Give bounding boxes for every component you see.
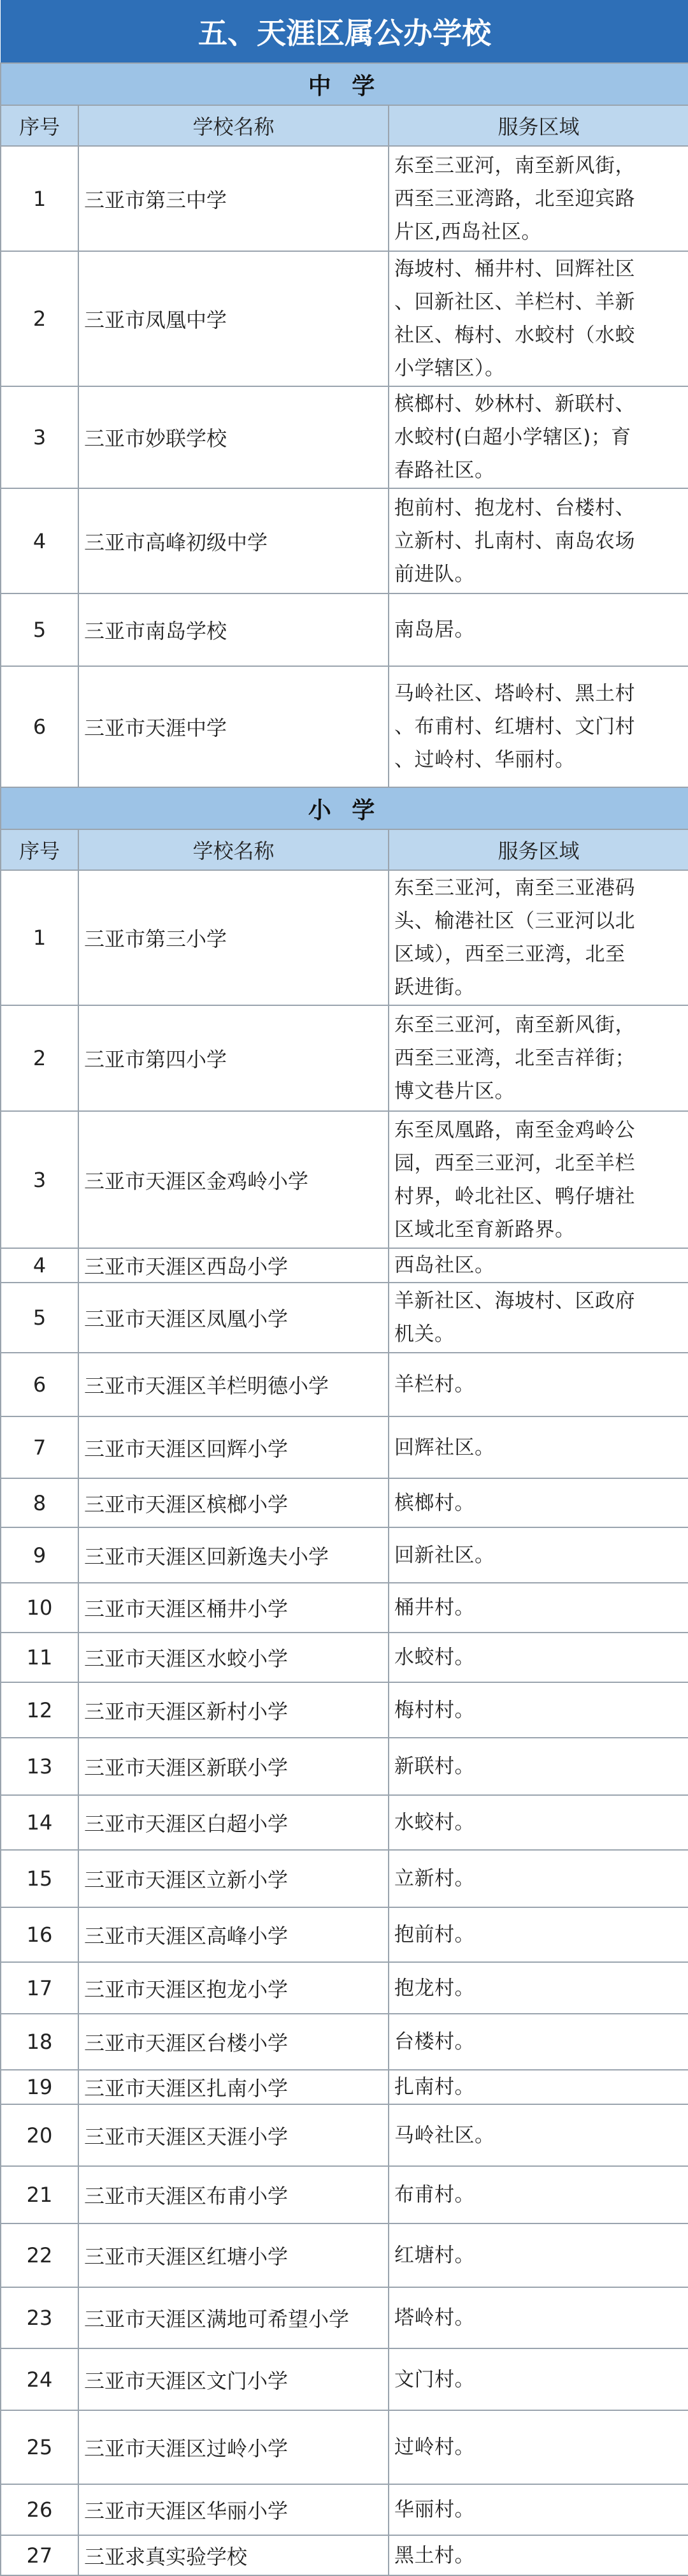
service-area-line: 南岛居。	[394, 618, 475, 641]
school-name: 三亚市天涯区凤凰小学	[78, 1283, 389, 1353]
service-area-line: 立新村、扎南村、南岛农场	[394, 529, 635, 553]
middle-school-section-heading: 中 学	[1, 63, 688, 105]
service-area-line: 、过岭村、华丽村。	[394, 748, 575, 771]
school-name: 三亚市天涯区红塘小学	[78, 2223, 389, 2287]
row-index: 9	[1, 1527, 78, 1583]
school-name: 三亚市妙联学校	[78, 386, 389, 488]
table-row	[1, 2070, 688, 2104]
primary-school-header-row	[1, 829, 688, 870]
service-area	[389, 1795, 688, 1850]
table-row	[1, 1283, 688, 1353]
table-row	[1, 1850, 688, 1907]
service-area-line: 黑土村。	[394, 2543, 475, 2567]
table-row	[1, 666, 688, 787]
service-area-line: 小学辖区）。	[394, 357, 505, 380]
service-area-line: 博文巷片区。	[394, 1080, 515, 1103]
table-row	[1, 2484, 688, 2535]
school-name: 三亚市天涯区新联小学	[78, 1738, 389, 1795]
service-area	[389, 2223, 688, 2287]
school-name: 三亚市天涯区回新逸夫小学	[78, 1527, 389, 1583]
service-area-line: 布甫村。	[394, 2183, 475, 2206]
service-area	[389, 488, 688, 593]
service-area-line: 、布甫村、红塘村、文门村	[394, 715, 635, 738]
school-name: 三亚市天涯区羊栏明德小学	[78, 1353, 389, 1416]
table-row	[1, 251, 688, 386]
service-area-line: 东至三亚河，南至三亚港码	[394, 877, 635, 899]
service-area-line: 区域北至育新路界。	[394, 1218, 575, 1241]
row-index: 11	[1, 1633, 78, 1682]
service-area	[389, 2410, 688, 2484]
service-area	[389, 386, 688, 488]
row-index: 2	[1, 251, 78, 386]
service-area	[389, 1416, 688, 1478]
row-index: 22	[1, 2223, 78, 2287]
table-row	[1, 2535, 688, 2575]
service-area	[389, 2166, 688, 2223]
service-area	[389, 1248, 688, 1283]
row-index: 7	[1, 1416, 78, 1478]
service-area-line: 扎南村。	[394, 2076, 475, 2099]
service-area-line: 机关。	[394, 1323, 455, 1346]
service-area-line: 前进队。	[394, 562, 475, 586]
row-index: 18	[1, 2014, 78, 2070]
table-row	[1, 1907, 688, 1962]
service-area	[389, 1527, 688, 1583]
table-row	[1, 1416, 688, 1478]
row-index: 12	[1, 1682, 78, 1738]
school-name: 三亚市天涯中学	[78, 666, 389, 787]
service-area-line: 水蛟村(白超小学辖区)；育	[394, 426, 631, 449]
school-name: 三亚市天涯区桶井小学	[78, 1583, 389, 1633]
table-row	[1, 1248, 688, 1283]
service-area	[389, 1111, 688, 1248]
row-index: 20	[1, 2104, 78, 2166]
service-area-line: 东至三亚河，南至新风街，	[394, 154, 635, 177]
service-area-line: 抱龙村。	[394, 1976, 475, 2000]
school-name: 三亚市天涯区水蛟小学	[78, 1633, 389, 1682]
service-area-line: 西至三亚湾，北至吉祥街；	[394, 1047, 635, 1070]
service-area	[389, 1583, 688, 1633]
row-index: 2	[1, 1005, 78, 1111]
row-index: 26	[1, 2484, 78, 2535]
table-row	[1, 2287, 688, 2348]
school-name: 三亚市天涯区白超小学	[78, 1795, 389, 1850]
row-index: 25	[1, 2410, 78, 2484]
school-name: 三亚市天涯区满地可希望小学	[78, 2287, 389, 2348]
school-name: 三亚市天涯区布甫小学	[78, 2166, 389, 2223]
service-area-line: 西岛社区。	[394, 1254, 495, 1277]
school-name: 三亚市天涯区回辉小学	[78, 1416, 389, 1478]
service-area-line: 台楼村。	[394, 2030, 475, 2053]
table-row	[1, 1527, 688, 1583]
school-name: 三亚市天涯区台楼小学	[78, 2014, 389, 2070]
school-name: 三亚市第三小学	[78, 870, 389, 1005]
service-area	[389, 2104, 688, 2166]
service-area-line: 头、榆港社区（三亚河以北	[394, 910, 635, 933]
column-header-index: 序号	[1, 105, 78, 146]
service-area-line: 马岭社区、塔岭村、黑土村	[394, 682, 635, 705]
service-area	[389, 251, 688, 386]
service-area	[389, 1962, 688, 2014]
service-area	[389, 666, 688, 787]
table-row	[1, 1633, 688, 1682]
school-name: 三亚市天涯区西岛小学	[78, 1248, 389, 1283]
column-header-school-name: 学校名称	[78, 105, 389, 146]
row-index: 10	[1, 1583, 78, 1633]
service-area-line: 红塘村。	[394, 2244, 475, 2267]
service-area	[389, 2484, 688, 2535]
school-name: 三亚市第四小学	[78, 1005, 389, 1111]
service-area-line: 回辉社区。	[394, 1436, 495, 1459]
service-area	[389, 1283, 688, 1353]
table-row	[1, 146, 688, 251]
column-header-school-name: 学校名称	[78, 829, 389, 870]
service-area	[389, 1850, 688, 1907]
primary-school-rows	[1, 870, 688, 2575]
column-header-index: 序号	[1, 829, 78, 870]
row-index: 4	[1, 488, 78, 593]
row-index: 14	[1, 1795, 78, 1850]
table-row	[1, 2014, 688, 2070]
service-area-line: 立新村。	[394, 1867, 475, 1890]
service-area-line: 东至三亚河，南至新风街，	[394, 1014, 635, 1037]
service-area-line: 水蛟村。	[394, 1811, 475, 1834]
table-row	[1, 1795, 688, 1850]
service-area-line: 塔岭村。	[394, 2306, 475, 2329]
school-name: 三亚市凤凰中学	[78, 251, 389, 386]
service-area	[389, 1738, 688, 1795]
table-row	[1, 2410, 688, 2484]
service-area-line: 桶井村。	[394, 1596, 475, 1619]
row-index: 13	[1, 1738, 78, 1795]
row-index: 3	[1, 386, 78, 488]
service-area	[389, 1633, 688, 1682]
service-area	[389, 1005, 688, 1111]
school-name: 三亚市天涯区高峰小学	[78, 1907, 389, 1962]
service-area-line: 羊新社区、海坡村、区政府	[394, 1290, 635, 1313]
service-area-line: 羊栏村。	[394, 1373, 475, 1396]
school-name: 三亚市天涯区金鸡岭小学	[78, 1111, 389, 1248]
row-index: 17	[1, 1962, 78, 2014]
table-row	[1, 870, 688, 1005]
row-index: 8	[1, 1478, 78, 1527]
row-index: 1	[1, 146, 78, 251]
table-row	[1, 1682, 688, 1738]
service-area-line: 海坡村、桶井村、回辉社区	[394, 258, 635, 280]
service-area-line: 抱前村。	[394, 1923, 475, 1946]
table-row	[1, 593, 688, 666]
service-area	[389, 2535, 688, 2575]
service-area-line: 马岭社区。	[394, 2123, 495, 2147]
service-area	[389, 2287, 688, 2348]
service-area	[389, 1682, 688, 1738]
service-area-line: 梅村村。	[394, 1698, 475, 1722]
service-area	[389, 1478, 688, 1527]
table-row	[1, 1738, 688, 1795]
table-row	[1, 2348, 688, 2410]
service-area	[389, 2348, 688, 2410]
service-area-line: 过岭村。	[394, 2436, 475, 2459]
service-area-line: 区域），西至三亚湾，北至	[394, 943, 626, 966]
service-area-line: 华丽村。	[394, 2498, 475, 2521]
service-area-line: 回新社区。	[394, 1543, 495, 1567]
service-area-line: 文门村。	[394, 2368, 475, 2391]
school-name: 三亚市天涯区扎南小学	[78, 2070, 389, 2104]
row-index: 19	[1, 2070, 78, 2104]
school-name: 三亚市南岛学校	[78, 593, 389, 666]
service-area-line: 跃进街。	[394, 976, 475, 999]
service-area	[389, 2014, 688, 2070]
service-area-line: 槟榔村、妙林村、新联村、	[394, 393, 635, 416]
school-name: 三亚市第三中学	[78, 146, 389, 251]
service-area-line: 社区、梅村、水蛟村（水蛟	[394, 324, 635, 347]
school-name: 三亚市天涯区华丽小学	[78, 2484, 389, 2535]
school-name: 三亚市天涯区文门小学	[78, 2348, 389, 2410]
service-area-line: 水蛟村。	[394, 1646, 475, 1669]
school-name: 三亚市天涯区槟榔小学	[78, 1478, 389, 1527]
column-header-service-area: 服务区域	[389, 829, 688, 870]
row-index: 5	[1, 1283, 78, 1353]
school-name: 三亚求真实验学校	[78, 2535, 389, 2575]
service-area	[389, 870, 688, 1005]
row-index: 6	[1, 1353, 78, 1416]
service-area	[389, 1353, 688, 1416]
page-title: 五、天涯区属公办学校	[1, 0, 688, 63]
middle-school-rows	[1, 146, 688, 787]
row-index: 1	[1, 870, 78, 1005]
service-area	[389, 2070, 688, 2104]
table-row	[1, 386, 688, 488]
row-index: 6	[1, 666, 78, 787]
school-name: 三亚市天涯区过岭小学	[78, 2410, 389, 2484]
row-index: 3	[1, 1111, 78, 1248]
row-index: 15	[1, 1850, 78, 1907]
primary-school-section-heading: 小 学	[1, 787, 688, 829]
service-area-line: 新联村。	[394, 1755, 475, 1778]
school-name: 三亚市天涯区立新小学	[78, 1850, 389, 1907]
service-area	[389, 146, 688, 251]
table-row	[1, 1478, 688, 1527]
school-name: 三亚市天涯区新村小学	[78, 1682, 389, 1738]
table-row	[1, 1353, 688, 1416]
service-area-line: 东至凤凰路，南至金鸡岭公	[394, 1118, 635, 1142]
table-row	[1, 1005, 688, 1111]
school-name: 三亚市天涯区抱龙小学	[78, 1962, 389, 2014]
service-area	[389, 1907, 688, 1962]
service-area-line: 西至三亚湾路，北至迎宾路	[394, 187, 635, 210]
service-area-line: 槟榔村。	[394, 1491, 475, 1515]
service-area	[389, 593, 688, 666]
row-index: 16	[1, 1907, 78, 1962]
table-row	[1, 1111, 688, 1248]
table-row	[1, 2104, 688, 2166]
row-index: 23	[1, 2287, 78, 2348]
table-row	[1, 1962, 688, 2014]
service-area-line: 园，西至三亚河，北至羊栏	[394, 1151, 635, 1175]
middle-school-header-row	[1, 105, 688, 146]
row-index: 24	[1, 2348, 78, 2410]
school-name: 三亚市高峰初级中学	[78, 488, 389, 593]
row-index: 27	[1, 2535, 78, 2575]
row-index: 21	[1, 2166, 78, 2223]
table-row	[1, 488, 688, 593]
table-row	[1, 1583, 688, 1633]
service-area-line: 春路社区。	[394, 459, 495, 482]
service-area-line: 抱前村、抱龙村、台楼村、	[394, 496, 635, 520]
service-area-line: 村界，岭北社区、鸭仔塘社	[394, 1184, 635, 1208]
table-row	[1, 2223, 688, 2287]
row-index: 4	[1, 1248, 78, 1283]
column-header-service-area: 服务区域	[389, 105, 688, 146]
service-area-line: 、回新社区、羊栏村、羊新	[394, 291, 635, 314]
table-row	[1, 2166, 688, 2223]
school-name: 三亚市天涯区天涯小学	[78, 2104, 389, 2166]
row-index: 5	[1, 593, 78, 666]
service-area-line: 片区,西岛社区。	[394, 220, 541, 244]
